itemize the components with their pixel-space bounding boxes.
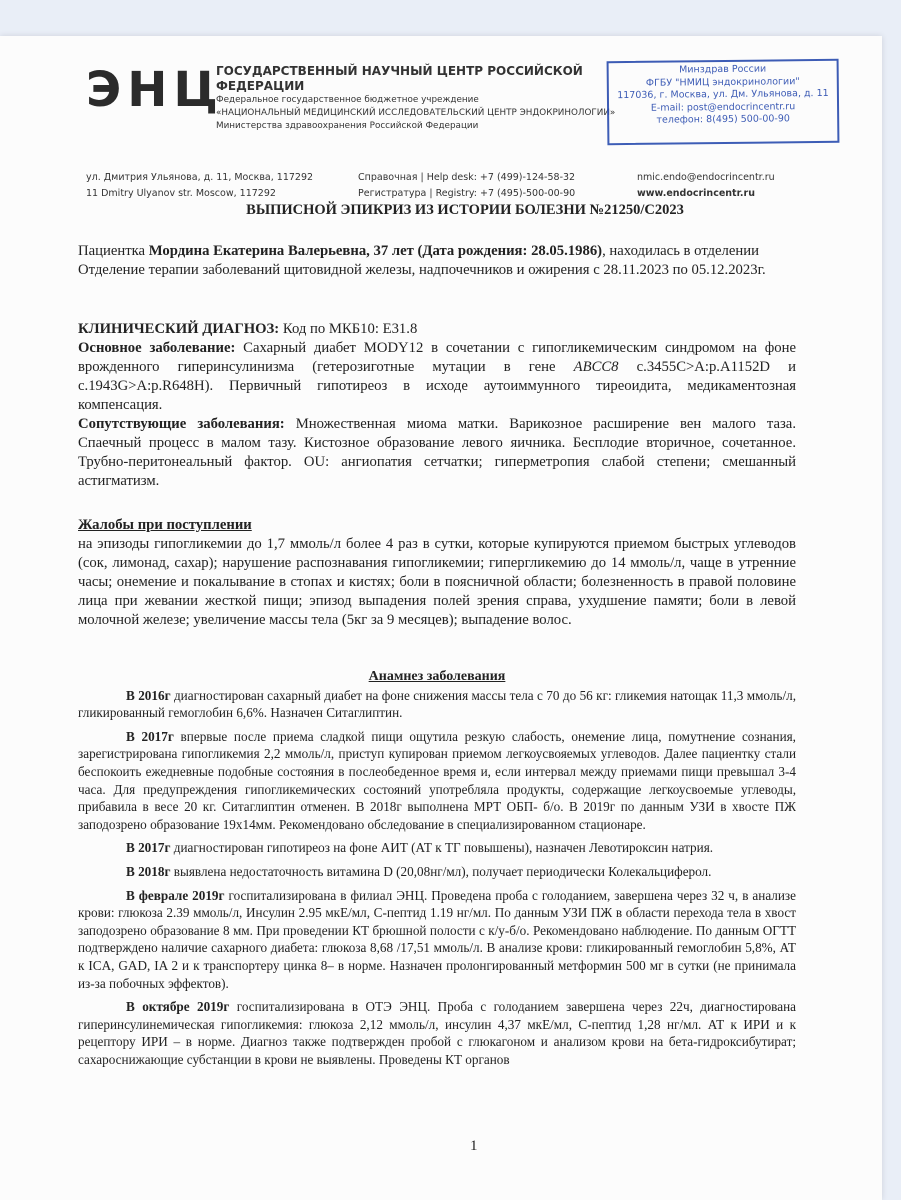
phones-block [358, 170, 618, 202]
history-lead: В 2016г [126, 687, 171, 703]
document-title: ВЫПИСНОЙ ЭПИКРИЗ ИЗ ИСТОРИИ БОЛЕЗНИ №21250/С2023 [246, 202, 684, 218]
history-paragraph [78, 863, 796, 881]
main-disease [78, 339, 796, 415]
complaints-text: на эпизоды гипогликемии до 1,7 ммоль/л более 4 раз в сутки, которые купируются приемом быстрых углеводов (сок, лимонад, сахар); нарушение распознавания гипогликемии; гипергликемию до 14 ммоль/л, чаще в утренние часы; онемение и покалывание в стопах и кистях; боли в поясничной области; болезненность в правой половине лица при жевании жесткой пищи; эпизод выпадения полей зрения справа, ухудшение памяти; боли в левой молочной железе; увеличение массы тела (5кг за 9 месяцев); выпадение волос. [78, 536, 796, 628]
web-block [637, 170, 837, 202]
history-lead: В феврале 2019г [126, 887, 225, 903]
history-section [78, 668, 796, 1074]
stamp-line: ФГБУ "НМИЦ эндокринологии" [645, 75, 800, 89]
diagnosis-head: КЛИНИЧЕСКИЙ ДИАГНОЗ: [78, 321, 280, 337]
helpdesk-phone: Справочная | Help desk: +7 (499)-124-58-32 [358, 172, 576, 183]
history-text: диагностирован сахарный диабет на фоне снижения массы тела с 70 до 56 кг: гликемия натощак 11,3 ммоль/л, гликированный гемоглобин 6,6%. Назначен Ситаглиптин. [78, 687, 796, 721]
diagnosis-code: Код по МКБ10: E31.8 [279, 321, 418, 337]
organization-name [216, 64, 656, 133]
history-text: госпитализирована в ОТЭ ЭНЦ. Проба с голоданием завершена через 22ч, диагностирована гиперинсулинемическая гипогликемия: глюкоза 2,12 ммоль/л, инсулин 4,37 мкЕ/мл, С-пептид 1,28 нг/мл. АТ к ИРИ и к рецептору ИРИ – в норме. Диагноз также подтвержден пробой с глюкагоном и анализом крови на бета-гидроксибутират; сахароснижающие субстанции в крови не выявлены. Проведены КТ органов [78, 999, 796, 1067]
patient-info [78, 242, 796, 280]
org-line: Министерства здравоохранения Российской Федерации [216, 121, 479, 131]
address-ru: ул. Дмитрия Ульянова, д. 11, Москва, 117292 [86, 172, 314, 183]
concomitant-head: Сопутствующие заболевания: [78, 416, 285, 432]
history-lead: В 2018г [126, 863, 171, 879]
history-head: Анамнез заболевания [368, 669, 506, 684]
document-page [0, 36, 882, 1200]
concomitant-diseases [78, 415, 796, 491]
history-text: диагностирован гипотиреоз на фоне АИТ (АТ к ТГ повышены), назначен Левотироксин натрия. [170, 840, 714, 856]
org-line: Федеральное государственное бюджетное учреждение [216, 95, 479, 105]
concomitant-text: Множественная миома матки. Варикозное расширение вен малого таза. Спаечный процесс в малом тазу. Кистозное образование левого яичника. Бесплодие вторичное, сочетанное. Трубно-перитонеальный фактор. OU: ангиопатия сетчатки; гиперметропия слабой степени; смешанный астигматизм. [78, 416, 796, 489]
history-paragraph [78, 998, 796, 1068]
stamp-line: Минздрав России [679, 63, 767, 76]
history-lead: В 2017г [126, 840, 171, 856]
history-text: выявлена недостаточность витамина D (20,08нг/мл), получает периодически Колекальциферол. [170, 863, 712, 879]
history-lead: В октябре 2019г [126, 999, 230, 1015]
history-paragraph [78, 687, 796, 722]
history-paragraph [78, 839, 796, 857]
history-paragraph [78, 728, 796, 834]
diagnosis-line [78, 320, 796, 339]
history-lead: В 2017г [126, 728, 174, 744]
history-paragraph [78, 887, 796, 993]
address-en: 11 Dmitry Ulyanov str. Moscow, 117292 [86, 188, 276, 199]
patient-stay: , находилась в отделении Отделение терапии заболеваний щитовидной железы, надпочечников и ожирения с 28.11.2023 по 05.12.2023г. [78, 243, 766, 278]
patient-name-age: Мордина Екатерина Валерьевна, 37 лет (Дата рождения: 28.05.1986) [148, 243, 603, 259]
stamp-line: E-mail: post@endocrincentr.ru [650, 100, 796, 114]
enc-logo: ЭНЦ [86, 62, 224, 118]
org-line: ГОСУДАРСТВЕННЫЙ НАУЧНЫЙ ЦЕНТР РОССИЙСКОЙ ФЕДЕРАЦИИ [216, 64, 583, 93]
website-url: www.endocrincentr.ru [637, 188, 755, 199]
org-line: «НАЦИОНАЛЬНЫЙ МЕДИЦИНСКИЙ ИССЛЕДОВАТЕЛЬСКИЙ ЦЕНТР ЭНДОКРИНОЛОГИИ» [216, 108, 616, 118]
address-block [86, 170, 336, 202]
patient-prefix: Пациентка [78, 243, 149, 259]
official-stamp [607, 59, 840, 145]
history-text: впервые после приема сладкой пищи ощутила резкую слабость, онемение лица, помутнение сознания, зарегистрирована гипогликемия 2,2 ммоль/л, приступ купирован приемом легкоусвояемых углеводов. Далее пациентку стали беспокоить ежедневные подобные состояния в послеобеденное время и, если интервал между приемами пищи превышал 3-4 часа. Для предупреждения гипогликемических состояний употребляла продукты, содержащие легкоусвоемые углеводы, прибавила в весе 20 кг. Ситаглиптин отменен. В 2018г выполнена МРТ ОБП- б/о. В 2019г по данным УЗИ в хвосте ПЖ заподозрено образование 19х14мм. Рекомендовано обследование в специализированном стационаре. [78, 728, 796, 832]
stamp-line: 117036, г. Москва, ул. Дм. Ульянова, д. 11 [617, 87, 829, 102]
stamp-line: телефон: 8(495) 500-00-90 [656, 113, 790, 126]
gene-name: ABCC8 [573, 359, 619, 375]
main-disease-head: Основное заболевание: [78, 340, 236, 356]
main-disease-text: Сахарный диабет MODY12 в сочетании с гипогликемическим синдромом на фоне врожденного гиперинсулинизма (гетерозиготные мутации в гене [78, 340, 796, 375]
page-number: 1 [470, 1138, 478, 1154]
clinical-diagnosis [78, 320, 796, 491]
history-text: госпитализирована в филиал ЭНЦ. Проведена проба с голоданием, завершена через 32 ч, в анализе крови: глюкоза 2.39 ммоль/л, Инсулин 2.95 мкЕ/мл, С-пептид 1.19 нг/мл. По данным УЗИ ПЖ в области перехода тела в хвост заподозрено образование 8 мм. При проведении КТ брюшной полости с к/у-б/о. Рекомендовано наблюдение. По данным ОГТТ подтверждено наличие сахарного диабета: глюкоза 8,68 /17,51 ммоль/л. В анализе крови: гликированный гемоглобин 5,8%, АТ к ICA, GAD, IA 2 и к транспортеру цинка 8– в норме. Назначен пролонгированный метформин 500 мг в сутки (не принимала из-за побочных эффектов). [78, 887, 796, 991]
complaints-section [78, 516, 796, 630]
complaints-head: Жалобы при поступлении [78, 517, 252, 533]
registry-phone: Регистратура | Registry: +7 (495)-500-00-90 [358, 188, 576, 199]
main-disease-text-2: c.3455C>A:p.A1152D и c.1943G>A:p.R648H). Первичный гипотиреоз в исходе аутоиммунного тиреоидита, медикаментозная компенсация. [78, 359, 796, 413]
email-address: nmic.endo@endocrincentr.ru [637, 172, 775, 183]
